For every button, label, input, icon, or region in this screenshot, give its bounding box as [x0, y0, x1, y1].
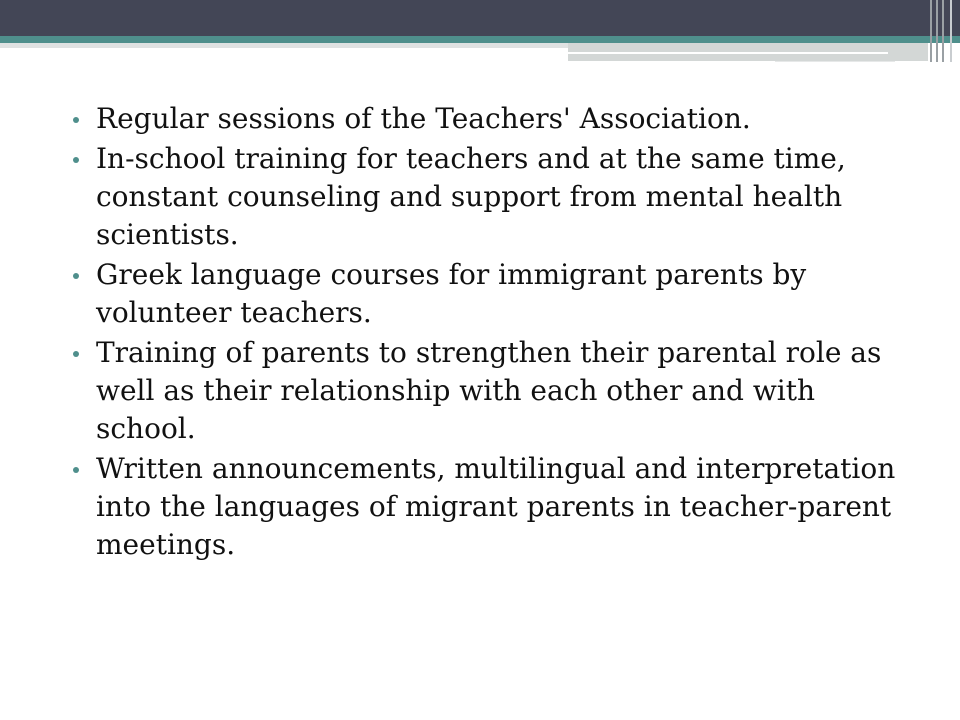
- decorative-line: [775, 61, 895, 62]
- bullet-text: Written announcements, multilingual and interpretation into the languages of migrant parents in teacher-parent meetings.: [96, 452, 896, 561]
- bullet-text: Training of parents to strengthen their parental role as well as their relationship with each other and with school.: [96, 336, 882, 445]
- corner-decoration: [928, 0, 960, 62]
- bullet-text: In-school training for teachers and at the same time, constant counseling and support from mental health scientists.: [96, 142, 846, 251]
- bullet-icon: [73, 157, 79, 163]
- bullet-item: [60, 334, 920, 448]
- bullet-text: Regular sessions of the Teachers' Association.: [96, 102, 751, 135]
- accent-stripe: [0, 36, 960, 43]
- bullet-text: Greek language courses for immigrant parents by volunteer teachers.: [96, 258, 807, 329]
- bullet-item: [60, 140, 920, 254]
- header-band: [0, 0, 960, 36]
- bullet-icon: [73, 467, 79, 473]
- decorative-bar: [0, 43, 568, 48]
- bullet-icon: [73, 273, 79, 279]
- bullet-item: [60, 450, 920, 564]
- bullet-icon: [73, 117, 79, 123]
- bullet-icon: [73, 351, 79, 357]
- bullet-item: [60, 100, 920, 138]
- bullet-item: [60, 256, 920, 332]
- decorative-line: [568, 52, 888, 54]
- bullet-list: [60, 100, 920, 566]
